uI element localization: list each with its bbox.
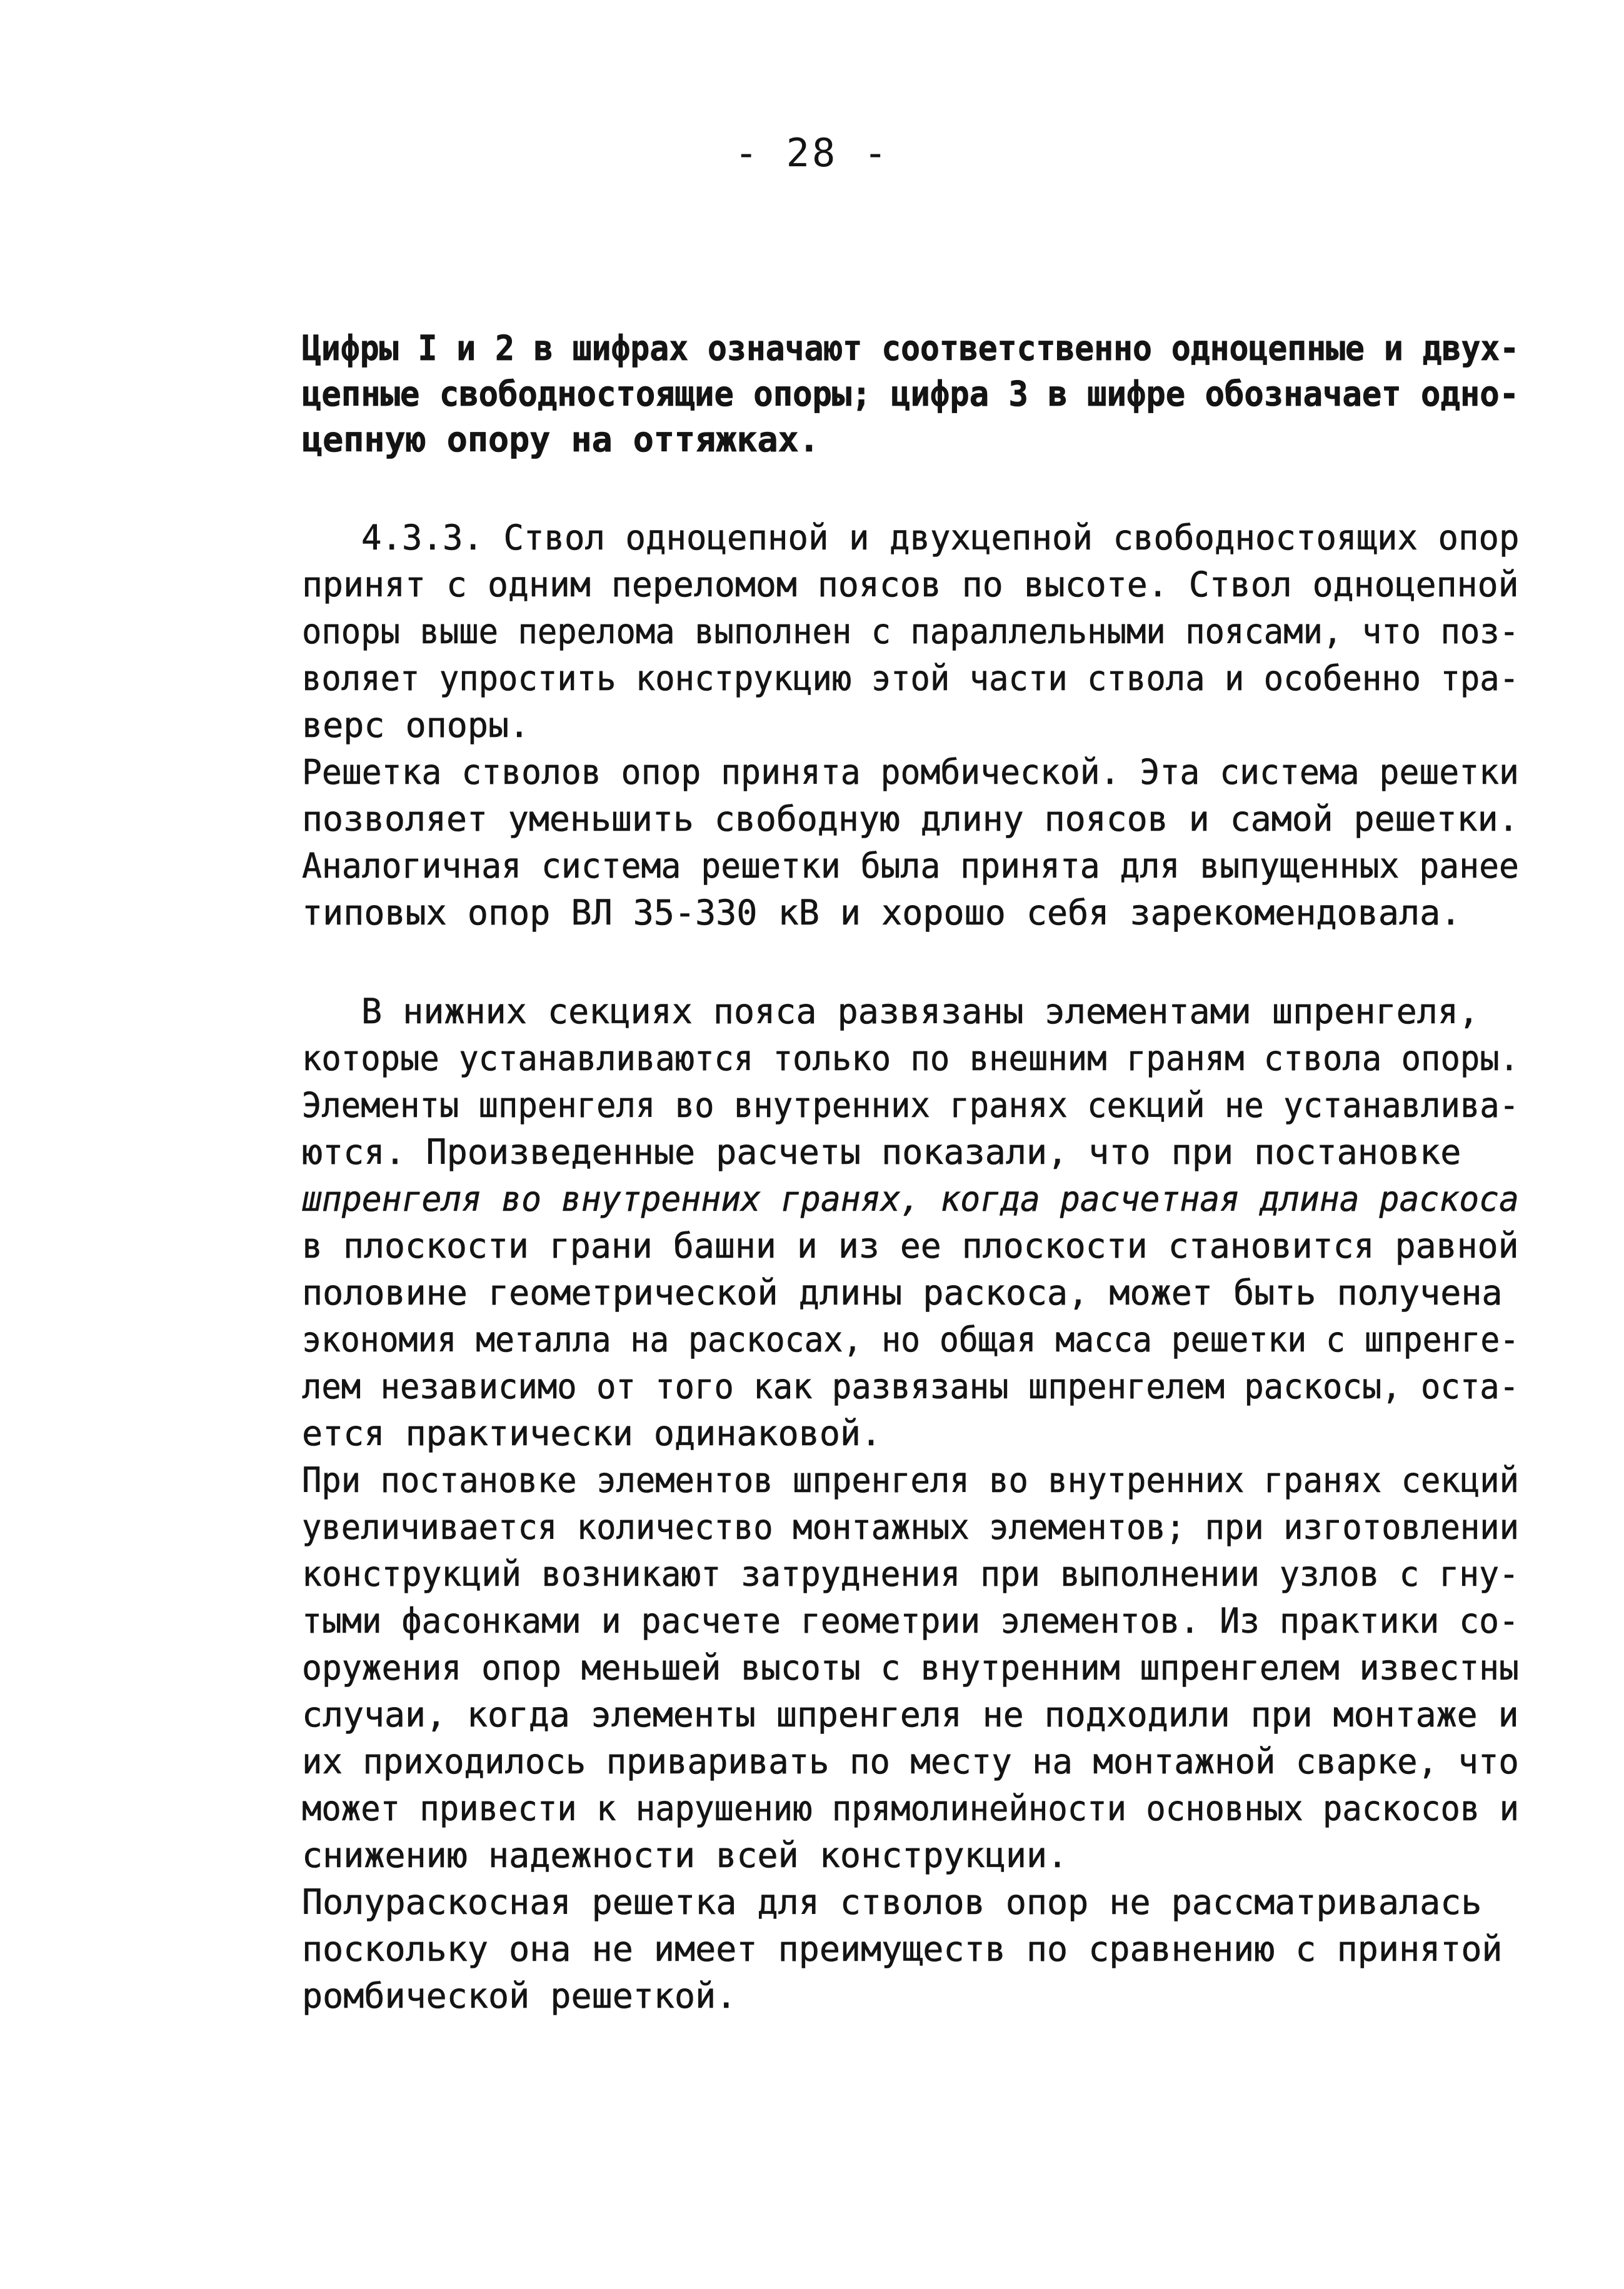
text-line: которые устанавливаются только по внешним граням ствола опоры.	[302, 1038, 1520, 1078]
text-line: Аналогичная система решетки была принята для выпущенных ранее	[302, 846, 1519, 886]
text-line: верс опоры.	[302, 705, 530, 745]
text-line: В нижних секциях пояса развязаны элементами шпренгеля,	[361, 991, 1480, 1031]
text-line: воляет упростить конструкцию этой части ствола и особенно тра-	[302, 658, 1520, 698]
text-line: ромбической решеткой.	[302, 1976, 737, 2016]
text-line: поскольку она не имеет преимуществ по сравнению с принятой	[302, 1929, 1503, 1969]
text-line: увеличивается количество монтажных элементов; при изготовлении	[302, 1507, 1520, 1547]
text-line: лем независимо от того как развязаны шпренгелем раскосы, оста-	[302, 1366, 1520, 1406]
text-line: снижению надежности всей конструкции.	[302, 1835, 1068, 1875]
text-line: типовых опор ВЛ 35-330 кВ и хорошо себя зарекомендовала.	[302, 893, 1461, 933]
text-line: их приходилось приваривать по месту на монтажной сварке, что	[302, 1741, 1519, 1781]
text-line: принят с одним переломом поясов по высоте. Ствол одноцепной	[302, 564, 1519, 604]
text-line: тыми фасонками и расчете геометрии элементов. Из практики со-	[302, 1601, 1519, 1641]
text-line: шпренгеля во внутренних гранях, когда расчетная длина раскоса	[302, 1179, 1519, 1219]
text-line: конструкций возникают затруднения при выполнении узлов с гну-	[302, 1554, 1519, 1594]
text-line: Полураскосная решетка для стволов опор не рассматривалась	[302, 1882, 1482, 1922]
text-line: Решетка стволов опор принята ромбической. Эта система решетки	[302, 752, 1519, 792]
text-line: При постановке элементов шпренгеля во внутренних гранях секций	[302, 1460, 1520, 1500]
text-line: ется практически одинаковой.	[302, 1413, 882, 1453]
text-line: позволяет уменьшить свободную длину поясов и самой решетки.	[302, 799, 1519, 839]
text-line: половине геометрической длины раскоса, может быть получена	[302, 1273, 1503, 1313]
text-line: опоры выше перелома выполнен с параллельными поясами, что поз-	[302, 611, 1520, 651]
text-line: цепную опору на оттяжках.	[302, 419, 820, 459]
text-line: экономия металла на раскосах, но общая масса решетки с шпренге-	[302, 1320, 1520, 1360]
text-line: Цифры I и 2 в шифрах означают соответственно одноцепные и двух-	[302, 328, 1520, 368]
text-line: случаи, когда элементы шпренгеля не подходили при монтаже и	[302, 1695, 1519, 1735]
text-line: ются. Произведенные расчеты показали, что при постановке	[302, 1132, 1461, 1172]
text-line: Элементы шпренгеля во внутренних гранях секций не устанавлива-	[302, 1085, 1520, 1125]
text-line: 4.3.3. Ствол одноцепной и двухцепной свободностоящих опор	[361, 518, 1520, 558]
text-line: может привести к нарушению прямолинейности основных раскосов и	[302, 1788, 1520, 1828]
page-number: - 28 -	[734, 130, 890, 176]
text-line: оружения опор меньшей высоты с внутренним шпренгелем известны	[302, 1648, 1519, 1688]
text-line: в плоскости грани башни и из ее плоскости становится равной	[302, 1226, 1519, 1266]
text-line: цепные свободностоящие опоры; цифра 3 в шифре обозначает одно-	[302, 374, 1520, 414]
